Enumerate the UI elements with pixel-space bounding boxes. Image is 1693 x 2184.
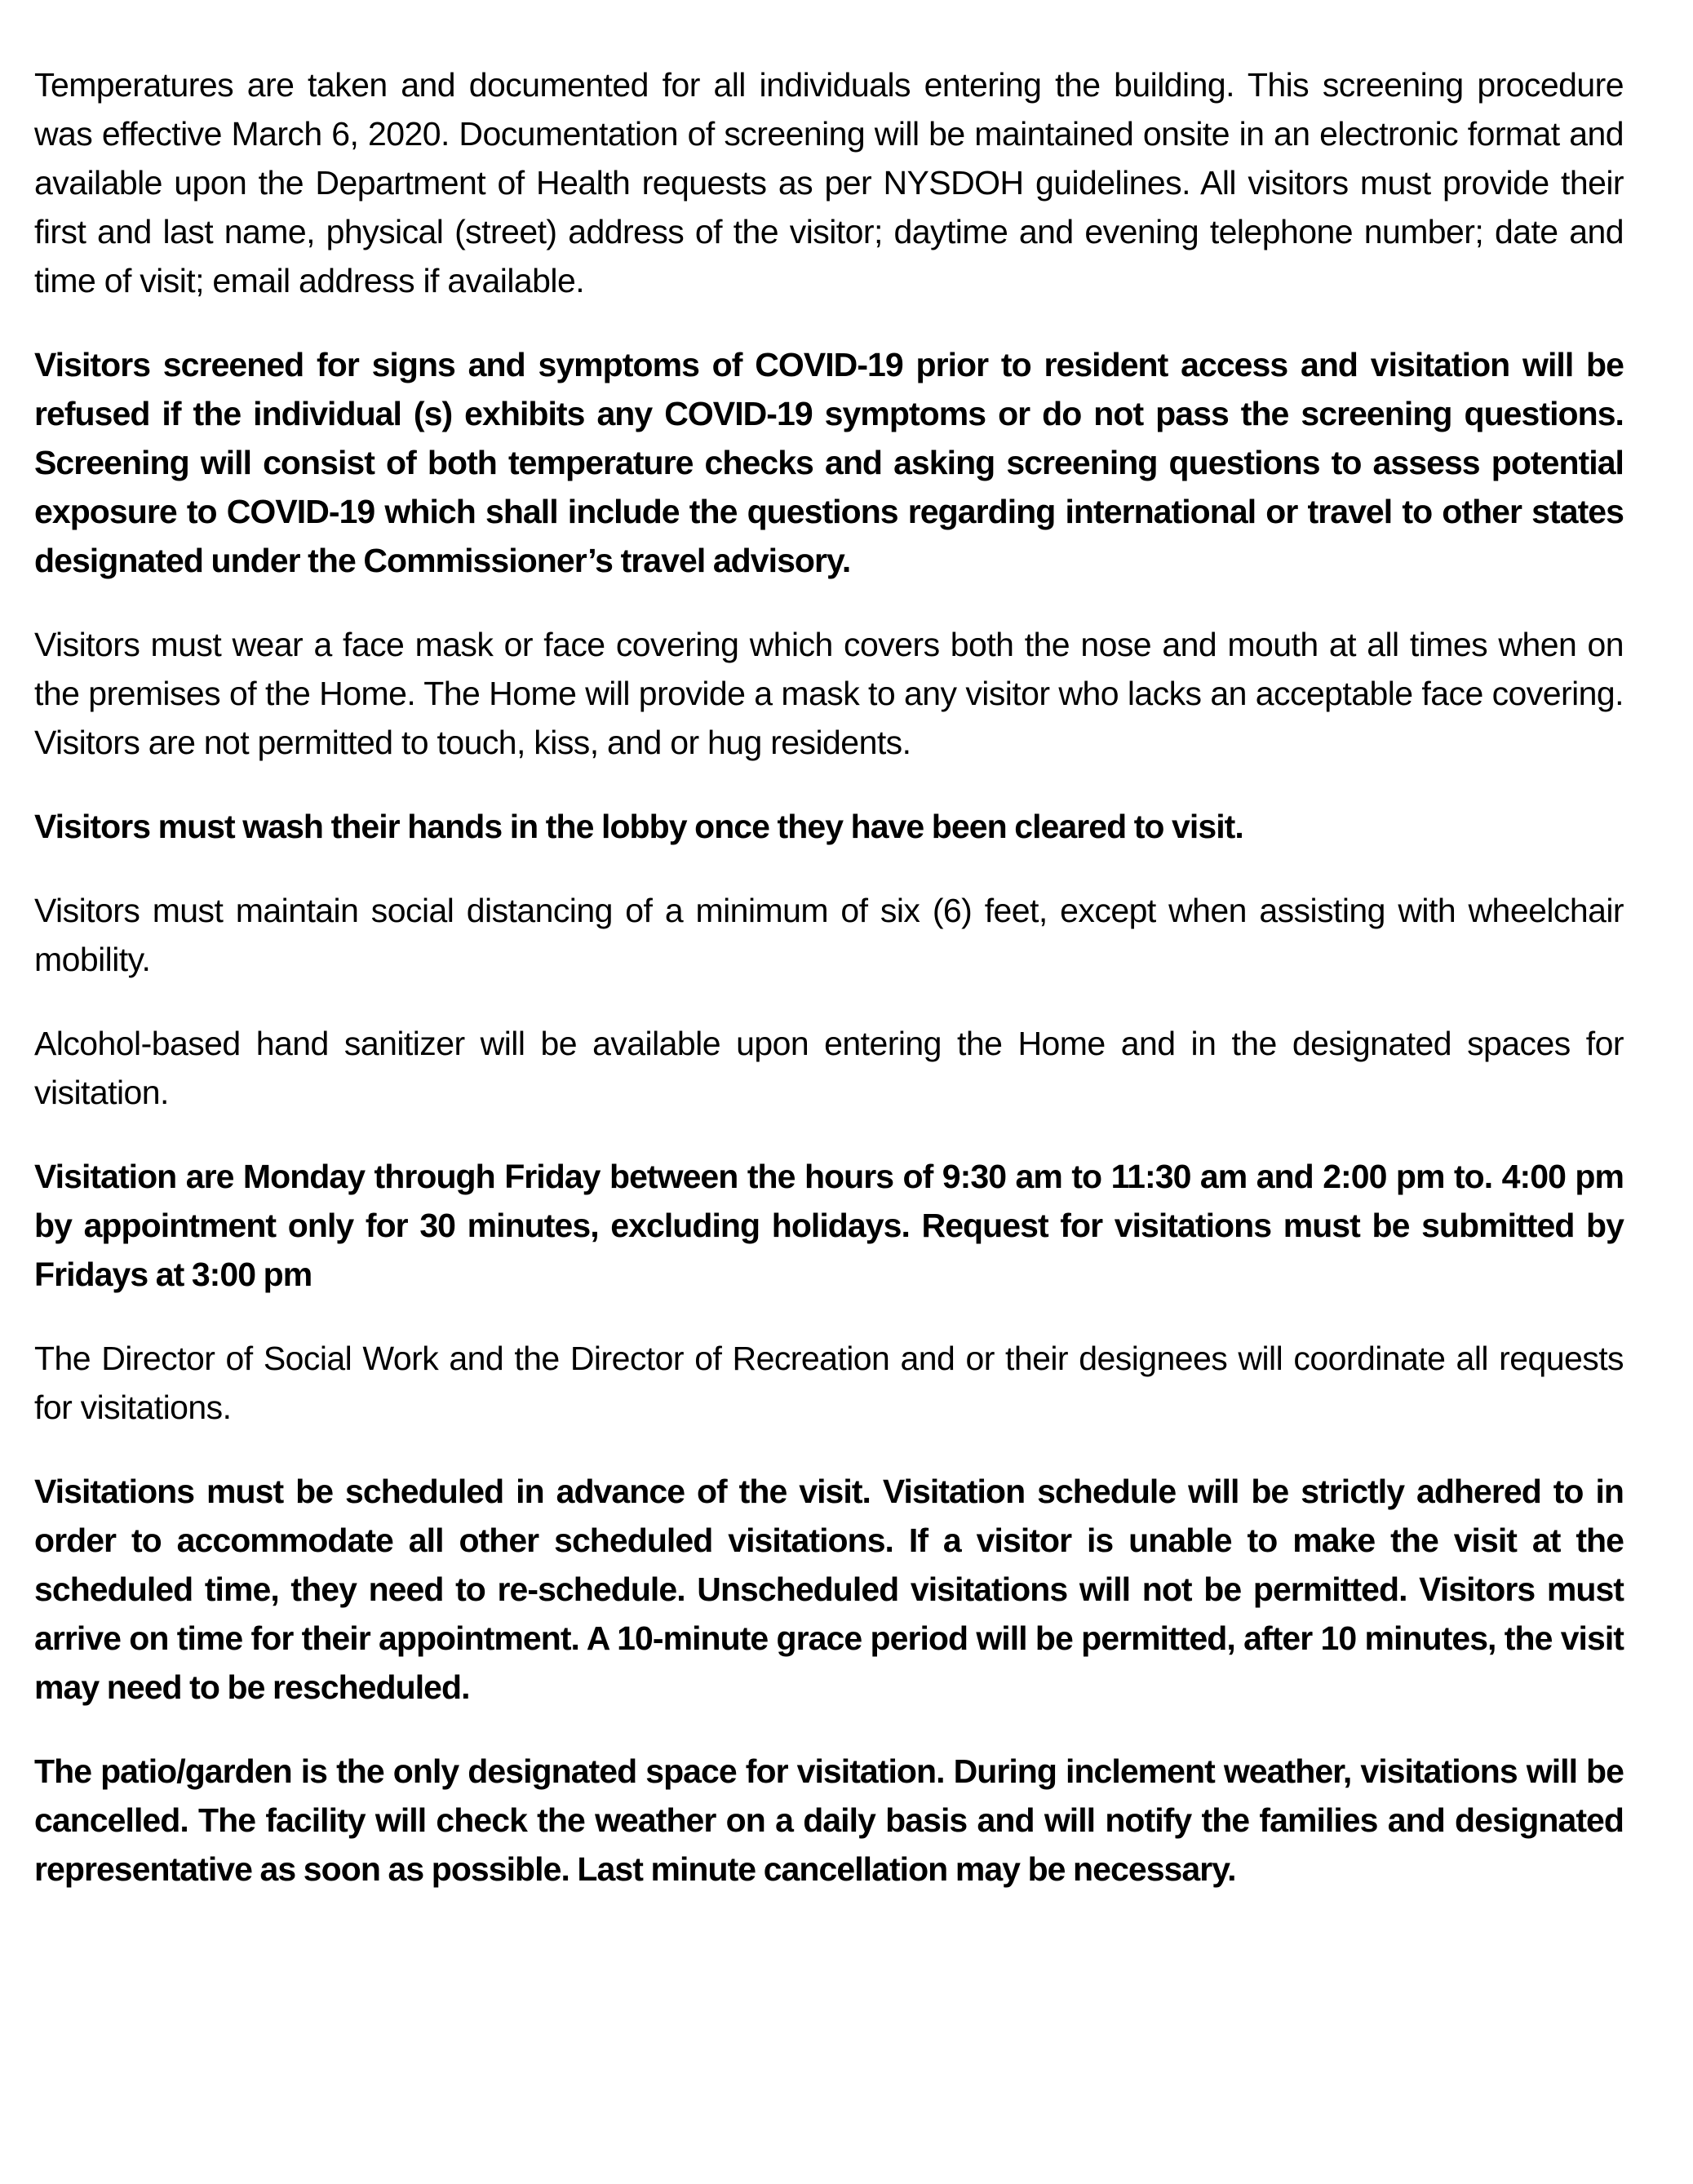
paragraph-temperature-screening: Temperatures are taken and documented for all individuals entering the building. This screening procedure was effective March 6, 2020. Documentation of screening will be maintained onsite in an electronic format and available upon the Department of Health requests as per NYSDOH guidelines. All visitors must provide their first and last name, physical (street) address of the visitor; daytime and evening telephone number; date and time of visit; email address if available. xyxy=(34,66,1624,299)
paragraph-face-mask-requirement: Visitors must wear a face mask or face covering which covers both the nose and mouth at all times when on the premises of the Home. The Home will provide a mask to any visitor who lacks an acceptable face covering. Visitors are not permitted to touch, kiss, and or hug residents. xyxy=(34,626,1624,761)
paragraph-patio-garden-weather: The patio/garden is the only designated space for visitation. During inclement weather, visitations will be cancelled. The facility will check the weather on a daily basis and will notify the families and designated representative as soon as possible. Last minute cancellation may be necessary. xyxy=(34,1752,1624,1888)
paragraph-covid-screening-refusal: Visitors screened for signs and symptoms of COVID-19 prior to resident access and visitation will be refused if the individual (s) exhibits any COVID-19 symptoms or do not pass the screening questions. Screening will consist of both temperature checks and asking screening questions to assess potential exposure to COVID-19 which shall include the questions regarding international or travel to other states designated under the Commissioner’s travel advisory. xyxy=(34,346,1624,579)
paragraph-social-distancing: Visitors must maintain social distancing of a minimum of six (6) feet, except when assisting with wheelchair mobility. xyxy=(34,892,1624,978)
document-body xyxy=(34,60,1624,1894)
paragraph-coordination-directors: The Director of Social Work and the Director of Recreation and or their designees will coordinate all requests for visitations. xyxy=(34,1340,1624,1426)
paragraph-visitation-hours: Visitation are Monday through Friday between the hours of 9:30 am to 11:30 am and 2:00 pm to. 4:00 pm by appointment only for 30 minutes, excluding holidays. Request for visitations must be submitted by Fridays at 3:00 pm xyxy=(34,1158,1624,1293)
paragraph-hand-washing-lobby: Visitors must wash their hands in the lobby once they have been cleared to visit. xyxy=(34,808,1243,845)
paragraph-scheduling-requirements: Visitations must be scheduled in advance of the visit. Visitation schedule will be strictly adhered to in order to accommodate all other scheduled visitations. If a visitor is unable to make the visit at the scheduled time, they need to re-schedule. Unscheduled visitations will not be permitted. Visitors must arrive on time for their appointment. A 10-minute grace period will be permitted, after 10 minutes, the visit may need to be rescheduled. xyxy=(34,1473,1624,1706)
paragraph-hand-sanitizer: Alcohol-based hand sanitizer will be available upon entering the Home and in the designated spaces for visitation. xyxy=(34,1025,1624,1111)
